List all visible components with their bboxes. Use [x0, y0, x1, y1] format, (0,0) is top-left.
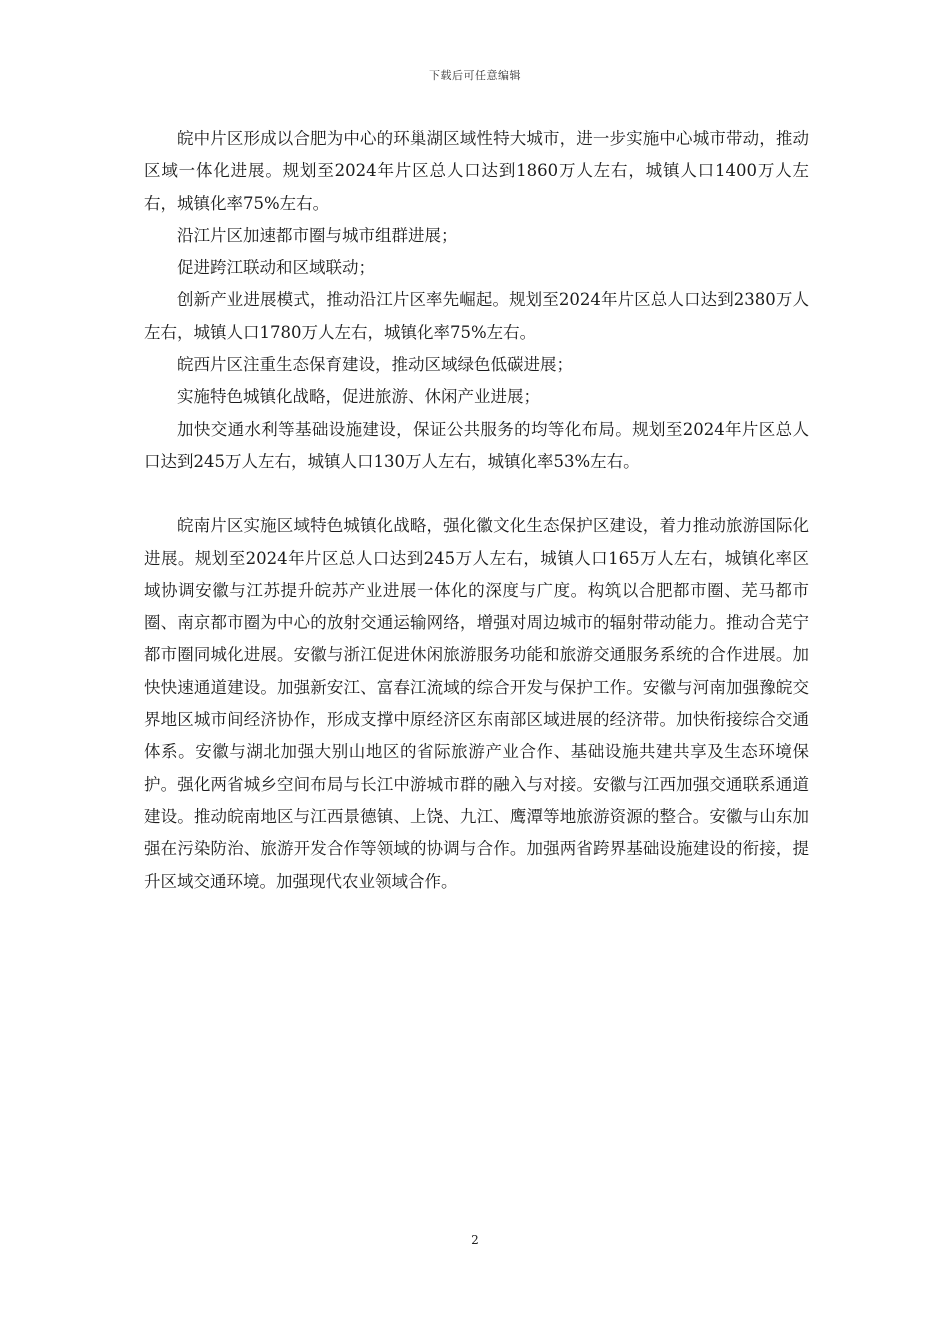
paragraph-wanxi-1: 皖西片区注重生态保育建设，推动区域绿色低碳进展； [177, 355, 573, 375]
page-number: 2 [471, 1233, 479, 1247]
paragraph-wanzhong: 皖中片区形成以合肥为中心的环巢湖区域性特大城市，进一步实施中心城市带动，推动区域一体化进展。规划至2024年片区总人口达到1860万人左右，城镇人口1400万人左右，城镇化率75%左右。 [144, 129, 809, 213]
paragraph-yanjiang-3: 创新产业进展模式，推动沿江片区率先崛起。规划至2024年片区总人口达到2380万人左右，城镇人口1780万人左右，城镇化率75%左右。 [144, 290, 809, 342]
paragraph-wanxi-2: 实施特色城镇化战略，促进旅游、休闲产业进展； [177, 387, 540, 407]
paragraph-wannan: 皖南片区实施区域特色城镇化战略，强化徽文化生态保护区建设，着力推动旅游国际化进展。规划至2024年片区总人口达到245万人左右，城镇人口165万人左右，城镇化率区域协调安徽与江苏提升皖苏产业进展一体化的深度与广度。构筑以合肥都市圈、芜马都市圈、南京都市圈为中心的放射交通运输网络，增强对周边城市的辐射带动能力。推动合芜宁都市圈同城化进展。安徽与浙江促进休闲旅游服务功能和旅游交通服务系统的合作进展。加快快速通道建设。加强新安江、富春江流域的综合开发与保护工作。安徽与河南加强豫皖交界地区城市间经济协作，形成支撑中原经济区东南部区域进展的经济带。加快衔接综合交通体系。安徽与湖北加强大别山地区的省际旅游产业合作、基础设施共建共享及生态环境保护。强化两省城乡空间布局与长江中游城市群的融入与对接。安徽与江西加强交通联系通道建设。推动皖南地区与江西景德镇、上饶、九江、鹰潭等地旅游资源的整合。安徽与山东加强在污染防治、旅游开发合作等领域的协调与合作。加强两省跨界基础设施建设的衔接，提升区域交通环境。加强现代农业领域合作。 [144, 516, 809, 891]
document-body [144, 123, 809, 898]
page-header: 下载后可任意编辑 [429, 69, 521, 82]
paragraph-yanjiang-1: 沿江片区加速都市圈与城市组群进展； [177, 225, 458, 245]
paragraph-yanjiang-2: 促进跨江联动和区域联动； [177, 258, 375, 278]
paragraph-wanxi-3: 加快交通水利等基础设施建设，保证公共服务的均等化布局。规划至2024年片区总人口达到245万人左右，城镇人口130万人左右，城镇化率53%左右。 [144, 419, 809, 471]
